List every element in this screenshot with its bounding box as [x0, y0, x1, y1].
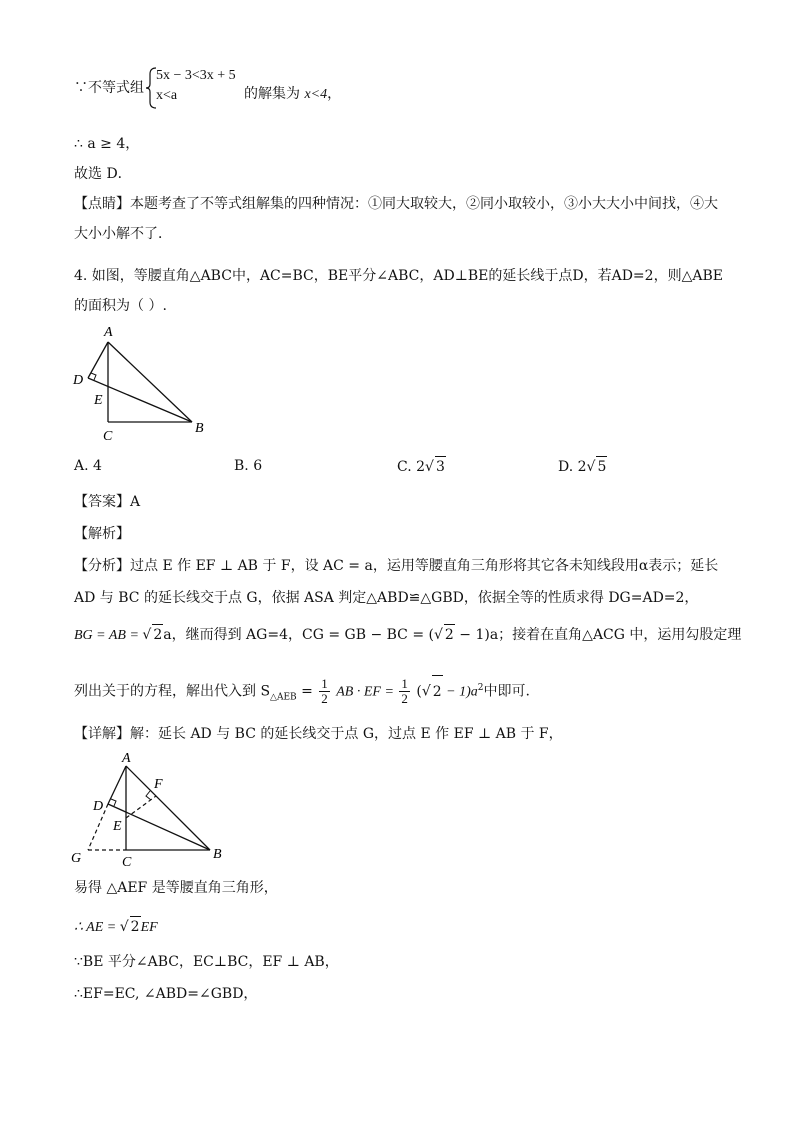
fraction-half-1: $\frac{1}{2}$ [321, 676, 328, 707]
question-4-line-1: 4. 如图，等腰直角△ABC中，AC=BC，BE平分∠ABC，AD⊥BE的延长线于点D，若AD=2，则△ABE [74, 268, 723, 284]
step-2: ∴ AE = √ 2EF [74, 916, 158, 938]
fig2-label-d: D [93, 799, 104, 814]
detail-line: 【详解】解：延长 AD 与 BC 的延长线交于点 G，过点 E 作 EF ⊥ AB 于 F， [74, 726, 563, 742]
option-d: D. 2√ 5 [558, 456, 607, 477]
fig2-label-c: C [122, 855, 132, 868]
option-c: C. 2√ 3 [397, 456, 446, 477]
analysis-line-3a: BG = AB = [74, 628, 143, 643]
fig1-label-b: B [195, 421, 204, 436]
line-choice: 故选 D． [74, 166, 132, 182]
fig1-label-d: D [73, 373, 84, 388]
option-d-radicand: 5 [596, 456, 607, 477]
line-conclusion: ∴ a ≥ 4， [74, 136, 140, 152]
option-c-radicand: 3 [435, 456, 446, 477]
fig1-label-c: C [103, 429, 113, 444]
inequality-system [146, 66, 246, 110]
analysis-line-3b: a，继而得到 AG=4，CG = GB − BC = ( [163, 627, 434, 643]
step-4: ∴EF=EC, ∠ABD=∠GBD， [74, 986, 258, 1002]
option-a: A. 4 [74, 458, 102, 474]
fraction-half-2: $\frac{1}{2}$ [401, 676, 408, 707]
step-3: ∵BE 平分∠ABC，EC⊥BC，EF ⊥ AB， [74, 954, 339, 970]
answer-line: 【答案】A [74, 494, 141, 510]
analysis-line-4f: 中即可. [483, 683, 530, 700]
option-d-coef: D. 2 [558, 459, 587, 475]
analysis-line-4b: = [296, 683, 318, 700]
analysis-line-3c: − 1)a；接着在直角△ACG 中，运用勾股定理 [454, 627, 742, 643]
option-b: B. 6 [234, 458, 263, 474]
figure-triangle-abc [70, 322, 220, 446]
analysis-line-4: 列出关于的方程，解出代入到 $S_{\triangle AEB}$ = $\frac{1}{2}$ AB · EF = $\frac{1}{2}$ (√ $2 - 1)a^2$中即可. [74, 676, 530, 707]
note-line-1: 【点睛】本题考查了不等式组解集的四种情况：①同大取较大，②同小取较小，③小大大小中间找，④大 [74, 196, 718, 212]
analysis-line-4d: ( [416, 683, 422, 700]
analysis-line-4-rad: 2 [432, 675, 443, 708]
analysis-line-1: 【分析】过点 E 作 EF ⊥ AB 于 F，设 AC = a，运用等腰直角三角形将其它各未知线段用α表示；延长 [74, 558, 719, 574]
line1-solution: x<4 [304, 87, 328, 102]
line-inequality-system [74, 78, 144, 98]
fig2-label-a: A [122, 751, 131, 766]
line1-prefix: ∵不等式组 [74, 80, 144, 96]
question-4-line-2: 的面积为（ ）. [74, 298, 167, 314]
option-c-coef: C. 2 [397, 459, 426, 475]
analysis-line-3-rad-1: 2 [152, 624, 163, 645]
analysis-line-3: BG = AB = √ 2a，继而得到 AG=4，CG = GB − BC = (√ 2 − 1)a；接着在直角△ACG 中，运用勾股定理 [74, 624, 741, 646]
system-row-1: 5x − 3<3x + 5 [156, 68, 236, 83]
fig1-label-a: A [104, 325, 113, 340]
fig2-label-e: E [113, 819, 122, 834]
fig2-label-b: B [213, 847, 222, 862]
analysis-heading: 【解析】 [74, 526, 130, 542]
note-line-2: 大小小解不了． [74, 226, 172, 242]
step-1: 易得 △AEF 是等腰直角三角形， [74, 880, 278, 896]
step-2b: EF [140, 920, 158, 935]
line1-tail [244, 84, 341, 105]
analysis-line-4e: − 1)a [442, 684, 478, 700]
fig1-label-e: E [94, 393, 103, 408]
analysis-line-4-sup: 2 [477, 683, 484, 693]
line1-suffix: ， [327, 86, 342, 102]
analysis-line-3-rad-2: 2 [444, 624, 455, 645]
step-2a: ∴ AE = [74, 920, 120, 935]
analysis-line-2: AD 与 BC 的延长线交于点 G，依据 ASA 判定△ABD≌△GBD，依据全等的性质求得 DG=AD=2， [74, 590, 699, 606]
step-2-rad: 2 [130, 916, 141, 937]
analysis-line-4c: AB · EF = [336, 684, 398, 700]
analysis-line-4-sub: △AEB [270, 692, 297, 703]
fig2-label-f: F [154, 777, 163, 792]
analysis-line-4a: 列出关于的方程，解出代入到 S [74, 683, 271, 700]
fig2-label-g: G [71, 851, 82, 866]
figure-extended-triangle [68, 748, 238, 868]
system-row-2: x<a [156, 88, 178, 103]
line1-mid: 的解集为 [244, 86, 300, 102]
